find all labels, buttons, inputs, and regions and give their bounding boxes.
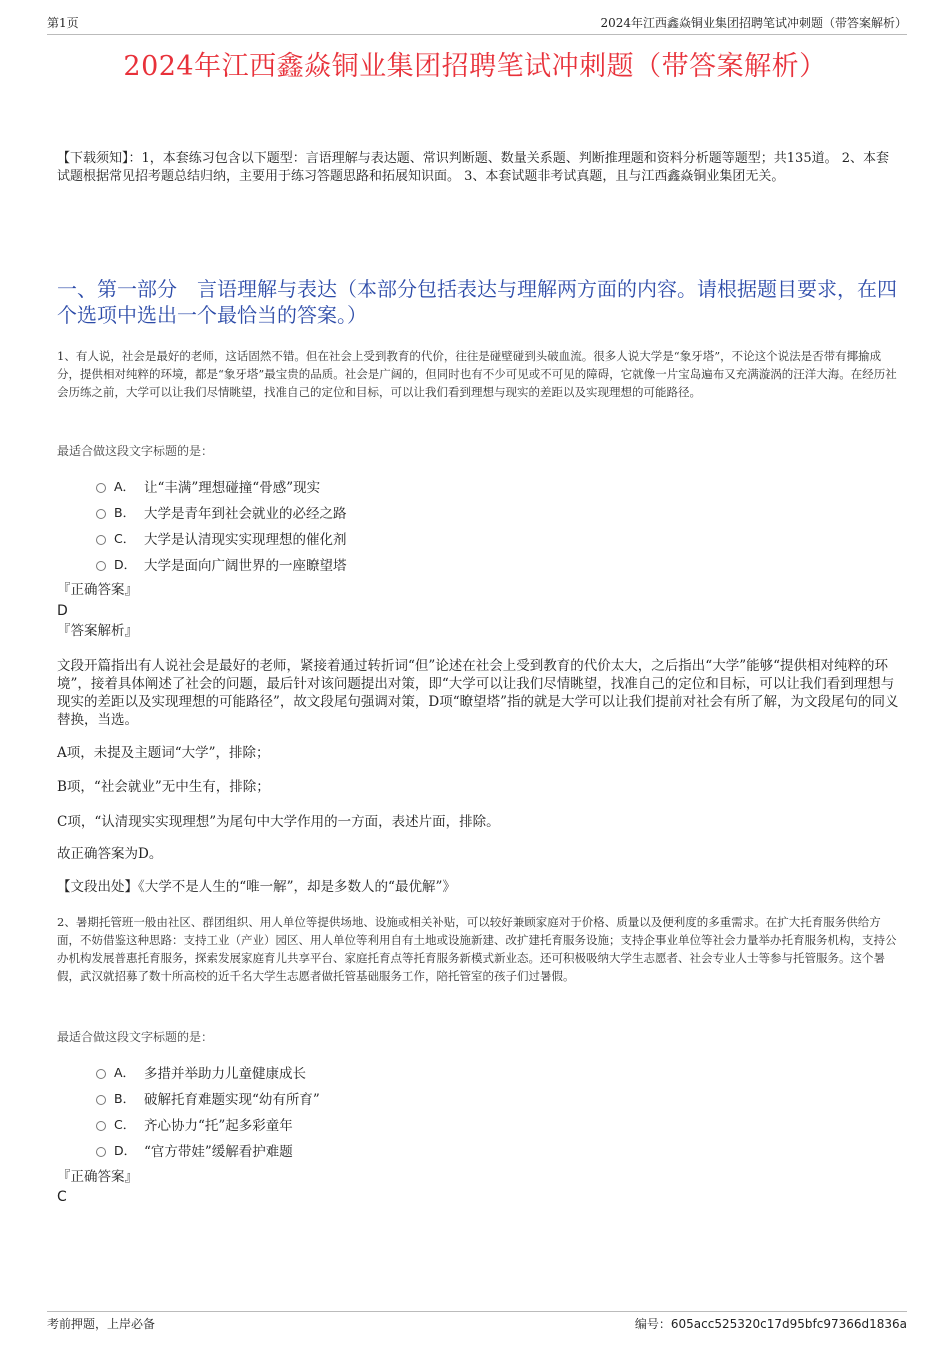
question-2-option-c[interactable]: C． 齐心协力“托”起多彩童年 — [96, 1111, 596, 1137]
question-1-options — [96, 473, 596, 577]
question-1-answer: D — [57, 603, 68, 619]
footer-slogan: 考前押题，上岸必备 — [47, 1317, 156, 1331]
radio-icon[interactable] — [96, 1069, 106, 1079]
page-header — [47, 14, 907, 35]
radio-icon[interactable] — [96, 483, 106, 493]
footer-code: 605acc525320c17d95bfc97366d1836a — [670, 1317, 907, 1331]
question-2-option-d[interactable]: D． “官方带娃”缓解看护难题 — [96, 1137, 596, 1163]
question-2-answer: C — [57, 1189, 67, 1205]
question-1-prompt: 最适合做这段文字标题的是： — [57, 444, 214, 458]
page-number: 第1页 — [47, 16, 79, 30]
question-2-text: 2、暑期托管班一般由社区、群团组织、用人单位等提供场地、设施或相关补贴，可以较好兼顾家庭对于价格、质量以及便利度的多重需求。在扩大托育服务供给方面，不妨借鉴这种思路：支持工业（产业）园区、用人单位等利用自有土地或设施新建、改扩建托育服务设施；支持企事业单位等社会力量举办托育服务机构，支持公办机构发展普惠托育服务，探索发展家庭育儿共享平台、家庭托育点等托育服务新模式新业态。还可积极吸纳大学生志愿者、社会专业人士等参与托管服务。这个暑假，武汉就招募了数十所高校的近千名大学生志愿者做托管基础服务工作，陪托管室的孩子们过暑假。 — [57, 915, 897, 983]
header-doc-title: 2024年江西鑫焱铜业集团招聘笔试冲刺题（带答案解析） — [600, 16, 907, 30]
question-1-analysis-label: 『答案解析』 — [57, 623, 138, 639]
radio-icon[interactable] — [96, 535, 106, 545]
question-2-answer-label: 『正确答案』 — [57, 1169, 138, 1185]
question-1-note-c: C项，“认清现实实现理想”为尾句中大学作用的一方面，表述片面，排除。 — [57, 814, 500, 830]
question-2-option-b[interactable]: B． 破解托育难题实现“幼有所育” — [96, 1085, 596, 1111]
document-title: 2024年江西鑫焱铜业集团招聘笔试冲刺题（带答案解析） — [123, 51, 827, 82]
section-heading: 一、第一部分 言语理解与表达（本部分包括表达与理解两方面的内容。请根据题目要求，在四个选项中选出一个最恰当的答案。） — [57, 277, 897, 327]
radio-icon[interactable] — [96, 1147, 106, 1157]
footer-code-group — [635, 1315, 907, 1332]
radio-icon[interactable] — [96, 509, 106, 519]
question-2-prompt: 最适合做这段文字标题的是： — [57, 1030, 214, 1044]
question-1-option-a[interactable]: A． 让“丰满”理想碰撞“骨感”现实 — [96, 473, 596, 499]
footer-code-label: 编号： — [634, 1317, 671, 1331]
question-1-analysis: 文段开篇指出有人说社会是最好的老师，紧接着通过转折词“但”论述在社会上受到教育的代价太大，之后指出“大学”能够“提供相对纯粹的环境”，接着具体阐述了社会的问题，最后针对该问题提出对策，即“大学可以让我们尽情眺望，找准自己的定位和目标，可以让我们看到理想与现实的差距以及实现理想的可能路径”，故文段尾句强调对策，D项“瞭望塔”指的就是大学可以让我们提前对社会有所了解，为文段尾句的同义替换，当选。 — [57, 658, 899, 728]
question-1-option-d[interactable]: D． 大学是面向广阔世界的一座瞭望塔 — [96, 551, 596, 577]
download-notice: 【下载须知】：1，本套练习包含以下题型：言语理解与表达题、常识判断题、数量关系题、判断推理题和资料分析题等题型；共135道。 2、本套试题根据常见招考题总结归纳，主要用于练习答题思路和拓展知识面。 3、本套试题非考试真题，且与江西鑫焱铜业集团无关。 — [57, 151, 889, 184]
radio-icon[interactable] — [96, 1121, 106, 1131]
question-1-conclusion: 故正确答案为D。 — [57, 846, 163, 862]
question-2-options — [96, 1059, 596, 1163]
question-2-option-a[interactable]: A． 多措并举助力儿童健康成长 — [96, 1059, 596, 1085]
question-1-note-b: B项，“社会就业”无中生有，排除； — [57, 779, 270, 795]
question-1-option-c[interactable]: C． 大学是认清现实实现理想的催化剂 — [96, 525, 596, 551]
radio-icon[interactable] — [96, 561, 106, 571]
question-1-option-b[interactable]: B． 大学是青年到社会就业的必经之路 — [96, 499, 596, 525]
page-footer — [47, 1311, 907, 1332]
question-1-note-a: A项，未提及主题词“大学”，排除； — [57, 745, 270, 761]
question-1-answer-label: 『正确答案』 — [57, 582, 138, 598]
question-1-text: 1、有人说，社会是最好的老师，这话固然不错。但在社会上受到教育的代价，往往是碰壁碰到头破血流。很多人说大学是“象牙塔”，不论这个说法是否带有揶揄成分，提供相对纯粹的环境，都是“象牙塔”最宝贵的品质。社会是广阔的，但同时也有不少可见或不可见的障碍，它就像一片宝岛遍布又充满漩涡的汪洋大海。在经历社会历练之前，大学可以让我们尽情眺望，找准自己的定位和目标，可以让我们看到理想与现实的差距以及实现理想的可能路径。 — [57, 349, 897, 399]
question-1-source: 【文段出处】《大学不是人生的“唯一解”，却是多数人的“最优解”》 — [57, 879, 456, 895]
radio-icon[interactable] — [96, 1095, 106, 1105]
